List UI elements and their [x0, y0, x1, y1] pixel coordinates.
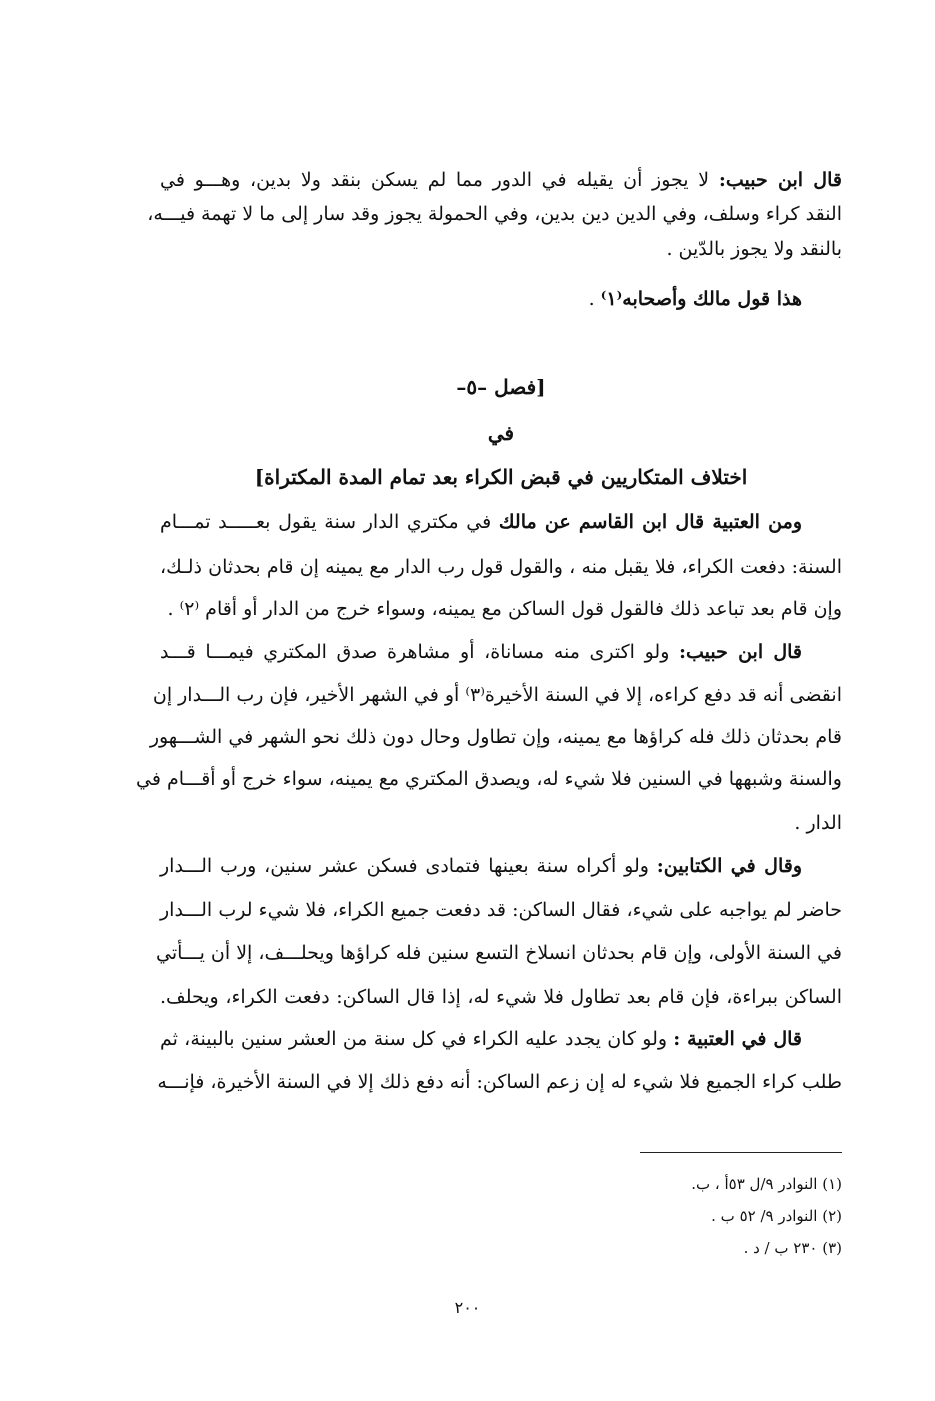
text-line — [160, 234, 842, 264]
text-line — [160, 165, 842, 195]
text-line — [160, 808, 842, 838]
text: انقضى أنه قد دفع كراءه، إلا في السنة الأخيرة⁽٣⁾ أو في الشهر الأخير، فإن رب الـــدار إن — [152, 684, 842, 706]
text-line — [160, 594, 842, 624]
text-line — [152, 680, 842, 710]
text: لا يجوز أن يقيله في الدور مما لم يسكن بنقد ولا بدين، وهـــو في — [160, 169, 719, 191]
chapter-heading-line2: في — [487, 421, 515, 445]
text-line — [160, 851, 802, 881]
text-line — [157, 1067, 842, 1097]
text-line — [160, 1024, 802, 1054]
footnote: (١) النوادر ٩/ل ٥٣أ ، ب. — [691, 1175, 842, 1193]
text-line — [155, 938, 842, 968]
text: في السنة الأولى، وإن قام بحدثان انسلاخ التسع سنين فله كراؤها ويحلـــف، إلا أن يـــأتي — [155, 942, 842, 964]
text: والسنة وشبهها في السنين فلا شيء له، ويصدق المكتري مع يمينه، سواء خرج أو أقـــام في — [136, 768, 842, 790]
text-line — [160, 552, 842, 582]
speaker: قال في العتبية : — [673, 1028, 803, 1050]
footnote-divider — [640, 1152, 842, 1153]
text: حاضر لم يواجبه على شيء، فقال الساكن: قد دفعت جميع الكراء، فلا شيء لرب الـــدار — [160, 899, 842, 921]
text-line — [160, 284, 802, 314]
text: وإن قام بعد تباعد ذلك فالقول قول الساكن مع يمينه، وسواء خرج من الدار أو أقام ⁽٢⁾ . — [167, 598, 842, 620]
text-line — [160, 982, 842, 1012]
text: بالنقد ولا يجوز بالدّين . — [666, 238, 842, 260]
text-line — [160, 637, 802, 667]
text: طلب كراء الجميع فلا شيء له إن زعم الساكن: أنه دفع ذلك إلا في السنة الأخيرة، فإنـــه — [157, 1071, 842, 1093]
chapter-heading-line1: [فصل –٥– — [456, 375, 546, 399]
footnote: (٣) ٢٣٠ ب / د . — [743, 1239, 842, 1257]
chapter-heading-line3: اختلاف المتكاريين في قبض الكراء بعد تمام المدة المكتراة] — [254, 465, 748, 489]
text-line — [160, 507, 802, 537]
footnote: (٢) النوادر ٩/ ٥٢ ب . — [711, 1207, 842, 1225]
text-line — [147, 199, 842, 229]
text: ولو اكترى منه مساناة، أو مشاهرة صدق المكتري فيمـــا قـــد — [160, 641, 679, 663]
text: . — [588, 288, 601, 310]
speaker: ومن العتبية قال ابن القاسم عن مالك — [498, 511, 803, 533]
speaker: قال ابن حبيب: — [679, 641, 802, 663]
text: ولو أكراه سنة بعينها فتمادى فسكن عشر سنين، ورب الـــدار — [160, 855, 657, 877]
text-line — [136, 764, 842, 794]
text: قام بحدثان ذلك فله كراؤها مع يمينه، وإن تطاول وحال دون ذلك نحو الشهر في الشـــهور — [149, 726, 842, 748]
text: ولو كان يجدد عليه الكراء في كل سنة من العشر سنين بالبينة، ثم — [160, 1028, 674, 1050]
speaker: وقال في الكتابين: — [656, 855, 802, 877]
text: الدار . — [794, 812, 842, 834]
text: الساكن ببراءة، فإن قام بعد تطاول فلا شيء له، إذا قال الساكن: دفعت الكراء، ويحلف. — [160, 986, 842, 1008]
statement: هذا قول مالك وأصحابه⁽١⁾ — [600, 288, 802, 310]
text: في مكتري الدار سنة يقول بعـــــد تمـــام — [160, 511, 499, 533]
page-number: ٢٠٠ — [454, 1298, 481, 1317]
text-line — [160, 895, 842, 925]
text-line — [149, 722, 842, 752]
speaker: قال ابن حبيب: — [718, 169, 842, 191]
text: السنة: دفعت الكراء، فلا يقبل منه ، والقول قول رب الدار مع يمينه إن قام بحدثان ذلـك، — [160, 556, 842, 578]
text: النقد كراء وسلف، وفي الدين دين بدين، وفي الحمولة يجوز وقد سار إلى ما لا تهمة فيـــه، — [147, 203, 842, 225]
